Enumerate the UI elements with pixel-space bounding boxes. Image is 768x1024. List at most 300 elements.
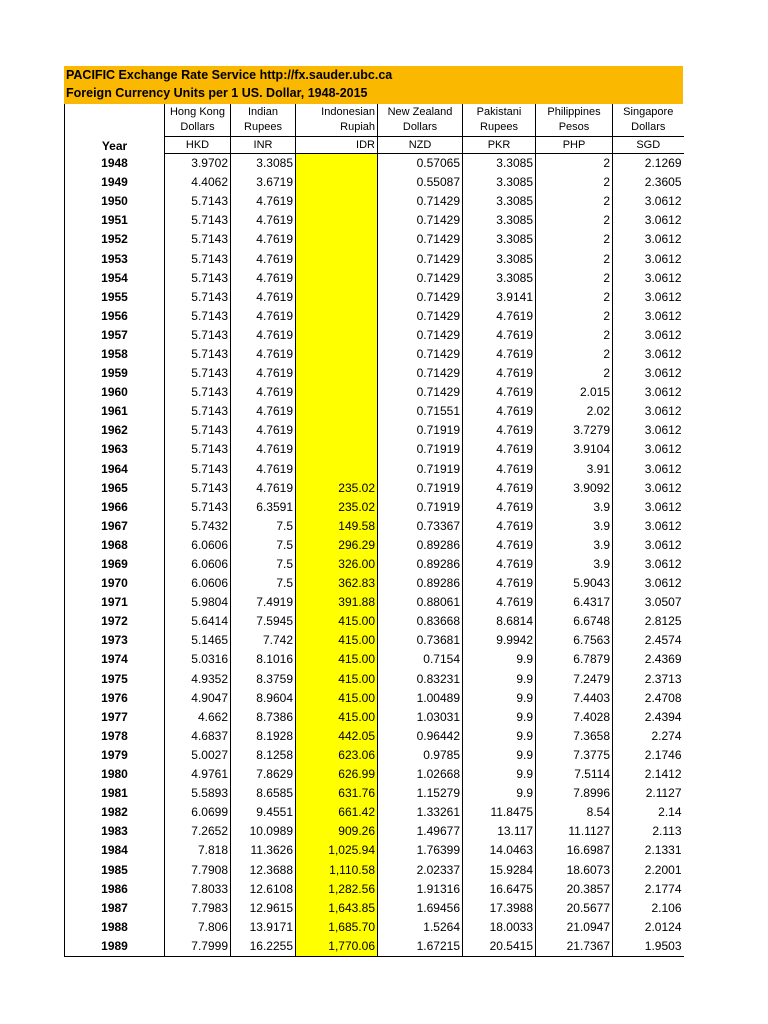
rate-cell-nzd: 0.71429 [378, 230, 463, 249]
rate-cell-sgd: 3.0612 [613, 517, 684, 536]
currency-name-row [65, 104, 684, 137]
rate-cell-nzd: 0.71429 [378, 288, 463, 307]
rate-cell-sgd: 3.0612 [613, 364, 684, 383]
table-row [65, 230, 684, 249]
table-row [65, 727, 684, 746]
rate-cell-inr: 8.9604 [231, 689, 296, 708]
rate-cell-pkr: 14.0463 [463, 841, 536, 860]
rate-cell-inr: 16.2255 [231, 937, 296, 957]
year-cell: 1964 [65, 460, 165, 479]
table-row [65, 440, 684, 459]
rate-cell-idr: 235.02 [296, 479, 378, 498]
table-row [65, 517, 684, 536]
rate-cell-idr [296, 440, 378, 459]
rate-cell-pkr: 8.6814 [463, 612, 536, 631]
rate-cell-sgd: 3.0612 [613, 460, 684, 479]
rate-cell-sgd: 2.1412 [613, 765, 684, 784]
rate-cell-inr: 7.5 [231, 517, 296, 536]
rate-cell-hkd: 5.7143 [165, 421, 231, 440]
rate-cell-pkr: 4.7619 [463, 517, 536, 536]
sheet-title: PACIFIC Exchange Rate Service http://fx.sauder.ubc.ca [66, 68, 393, 82]
rate-cell-hkd: 4.9352 [165, 670, 231, 689]
rate-cell-sgd: 2.1269 [613, 154, 684, 174]
rate-cell-php: 3.7279 [536, 421, 613, 440]
currency-code-hkd: HKD [165, 137, 231, 154]
table-row [65, 536, 684, 555]
rate-cell-php: 2 [536, 307, 613, 326]
table-row [65, 784, 684, 803]
table-row [65, 574, 684, 593]
rate-cell-idr: 415.00 [296, 612, 378, 631]
rate-cell-inr: 8.7386 [231, 708, 296, 727]
rate-cell-nzd: 0.83231 [378, 670, 463, 689]
rate-cell-php: 6.4317 [536, 593, 613, 612]
rate-cell-pkr: 18.0033 [463, 918, 536, 937]
rate-cell-sgd: 2.1127 [613, 784, 684, 803]
rate-cell-inr: 12.3688 [231, 860, 296, 879]
rate-cell-php: 2 [536, 345, 613, 364]
rate-cell-pkr: 4.7619 [463, 307, 536, 326]
table-row [65, 479, 684, 498]
rate-cell-inr: 7.5945 [231, 612, 296, 631]
rate-cell-sgd: 2.274 [613, 727, 684, 746]
rate-cell-inr: 4.7619 [231, 479, 296, 498]
rate-cell-inr: 6.3591 [231, 498, 296, 517]
table-row [65, 650, 684, 669]
rate-cell-idr: 442.05 [296, 727, 378, 746]
rate-cell-hkd: 4.6837 [165, 727, 231, 746]
rate-cell-nzd: 1.69456 [378, 899, 463, 918]
rate-cell-pkr: 3.3085 [463, 249, 536, 268]
rate-cell-pkr: 15.9284 [463, 860, 536, 879]
year-cell: 1953 [65, 249, 165, 268]
rate-cell-nzd: 0.71919 [378, 460, 463, 479]
rate-cell-idr: 415.00 [296, 670, 378, 689]
rate-cell-pkr: 4.7619 [463, 574, 536, 593]
rate-cell-php: 3.9 [536, 498, 613, 517]
rate-cell-pkr: 3.9141 [463, 288, 536, 307]
rate-cell-idr [296, 249, 378, 268]
rate-cell-hkd: 4.9761 [165, 765, 231, 784]
rate-cell-pkr: 9.9 [463, 727, 536, 746]
rate-cell-nzd: 0.89286 [378, 555, 463, 574]
year-cell: 1958 [65, 345, 165, 364]
rate-cell-inr: 8.1258 [231, 746, 296, 765]
rate-cell-sgd: 3.0612 [613, 249, 684, 268]
rate-cell-nzd: 0.83668 [378, 612, 463, 631]
rate-cell-idr [296, 288, 378, 307]
rate-cell-pkr: 4.7619 [463, 479, 536, 498]
rate-cell-hkd: 5.7143 [165, 326, 231, 345]
year-cell: 1980 [65, 765, 165, 784]
table-row [65, 841, 684, 860]
currency-header-php: Philippines Pesos [536, 104, 613, 137]
rate-cell-pkr: 17.3988 [463, 899, 536, 918]
rate-cell-hkd: 7.818 [165, 841, 231, 860]
rate-cell-hkd: 4.4062 [165, 173, 231, 192]
rate-table-body [65, 154, 684, 957]
rate-cell-nzd: 0.89286 [378, 536, 463, 555]
year-cell: 1966 [65, 498, 165, 517]
rate-cell-pkr: 9.9 [463, 765, 536, 784]
rate-cell-nzd: 0.57065 [378, 154, 463, 174]
rate-cell-hkd: 5.7143 [165, 249, 231, 268]
rate-cell-php: 2 [536, 326, 613, 345]
rate-cell-sgd: 2.3605 [613, 173, 684, 192]
year-cell: 1987 [65, 899, 165, 918]
rate-cell-sgd: 3.0612 [613, 498, 684, 517]
rate-cell-php: 16.6987 [536, 841, 613, 860]
rate-cell-inr: 4.7619 [231, 421, 296, 440]
table-row [65, 708, 684, 727]
year-cell: 1963 [65, 440, 165, 459]
currency-header-hkd: Hong Kong Dollars [165, 104, 231, 137]
exchange-rate-table [64, 104, 684, 957]
rate-cell-idr: 415.00 [296, 689, 378, 708]
rate-cell-idr: 415.00 [296, 708, 378, 727]
rate-cell-hkd: 5.7143 [165, 460, 231, 479]
rate-cell-inr: 10.0989 [231, 822, 296, 841]
year-cell: 1960 [65, 383, 165, 402]
rate-cell-php: 3.9104 [536, 440, 613, 459]
rate-cell-hkd: 5.7143 [165, 402, 231, 421]
rate-cell-sgd: 3.0612 [613, 402, 684, 421]
rate-cell-idr [296, 230, 378, 249]
rate-cell-hkd: 7.7983 [165, 899, 231, 918]
rate-cell-idr [296, 269, 378, 288]
rate-cell-idr: 326.00 [296, 555, 378, 574]
year-cell: 1970 [65, 574, 165, 593]
currency-header-pkr: Pakistani Rupees [463, 104, 536, 137]
rate-cell-php: 18.6073 [536, 860, 613, 879]
rate-cell-pkr: 4.7619 [463, 593, 536, 612]
rate-cell-hkd: 5.7143 [165, 288, 231, 307]
rate-cell-hkd: 5.7143 [165, 269, 231, 288]
rate-cell-php: 7.3775 [536, 746, 613, 765]
rate-cell-pkr: 9.9 [463, 708, 536, 727]
table-row [65, 173, 684, 192]
rate-cell-php: 2 [536, 230, 613, 249]
rate-cell-php: 7.3658 [536, 727, 613, 746]
rate-cell-nzd: 0.71429 [378, 249, 463, 268]
rate-cell-nzd: 0.73681 [378, 631, 463, 650]
rate-cell-pkr: 9.9 [463, 784, 536, 803]
rate-cell-idr: 1,110.58 [296, 860, 378, 879]
rate-cell-pkr: 3.3085 [463, 211, 536, 230]
rate-cell-idr [296, 173, 378, 192]
title-banner [64, 66, 683, 104]
year-cell: 1954 [65, 269, 165, 288]
rate-cell-nzd: 1.67215 [378, 937, 463, 957]
rate-cell-pkr: 4.7619 [463, 345, 536, 364]
rate-cell-idr [296, 192, 378, 211]
table-row [65, 746, 684, 765]
rate-cell-sgd: 3.0612 [613, 440, 684, 459]
rate-cell-idr [296, 211, 378, 230]
rate-cell-sgd: 2.4574 [613, 631, 684, 650]
rate-cell-hkd: 5.7143 [165, 211, 231, 230]
rate-cell-inr: 4.7619 [231, 402, 296, 421]
rate-cell-inr: 4.7619 [231, 269, 296, 288]
currency-header-nzd: New Zealand Dollars [378, 104, 463, 137]
year-cell: 1948 [65, 154, 165, 174]
rate-cell-idr [296, 421, 378, 440]
rate-cell-sgd: 2.1774 [613, 880, 684, 899]
rate-cell-hkd: 6.0699 [165, 803, 231, 822]
rate-cell-inr: 3.6719 [231, 173, 296, 192]
rate-cell-php: 5.9043 [536, 574, 613, 593]
table-row [65, 307, 684, 326]
rate-cell-pkr: 4.7619 [463, 555, 536, 574]
rate-cell-pkr: 4.7619 [463, 440, 536, 459]
rate-cell-sgd: 3.0612 [613, 307, 684, 326]
rate-cell-nzd: 0.71429 [378, 192, 463, 211]
rate-cell-inr: 7.5 [231, 536, 296, 555]
rate-cell-sgd: 3.0612 [613, 269, 684, 288]
rate-cell-hkd: 5.7143 [165, 440, 231, 459]
rate-cell-hkd: 7.2652 [165, 822, 231, 841]
table-row [65, 211, 684, 230]
rate-cell-php: 2 [536, 288, 613, 307]
year-cell: 1979 [65, 746, 165, 765]
year-cell: 1950 [65, 192, 165, 211]
rate-cell-sgd: 2.4369 [613, 650, 684, 669]
rate-cell-idr: 626.99 [296, 765, 378, 784]
rate-cell-sgd: 2.4708 [613, 689, 684, 708]
rate-cell-sgd: 2.8125 [613, 612, 684, 631]
rate-cell-php: 20.3857 [536, 880, 613, 899]
rate-cell-inr: 8.1928 [231, 727, 296, 746]
rate-cell-sgd: 3.0612 [613, 383, 684, 402]
rate-cell-inr: 7.5 [231, 555, 296, 574]
rate-cell-hkd: 7.7908 [165, 860, 231, 879]
year-cell: 1975 [65, 670, 165, 689]
currency-code-inr: INR [231, 137, 296, 154]
rate-cell-idr: 1,685.70 [296, 918, 378, 937]
rate-cell-pkr: 4.7619 [463, 460, 536, 479]
rate-cell-hkd: 5.7143 [165, 192, 231, 211]
rate-cell-idr [296, 364, 378, 383]
table-row [65, 288, 684, 307]
table-row [65, 345, 684, 364]
year-cell: 1956 [65, 307, 165, 326]
rate-cell-idr: 631.76 [296, 784, 378, 803]
rate-cell-hkd: 5.7143 [165, 307, 231, 326]
rate-cell-hkd: 5.7143 [165, 345, 231, 364]
table-row [65, 421, 684, 440]
rate-cell-idr [296, 383, 378, 402]
rate-cell-hkd: 5.7143 [165, 230, 231, 249]
rate-cell-idr: 415.00 [296, 631, 378, 650]
table-row [65, 192, 684, 211]
year-cell: 1978 [65, 727, 165, 746]
rate-cell-php: 7.8996 [536, 784, 613, 803]
table-row [65, 918, 684, 937]
year-cell: 1981 [65, 784, 165, 803]
rate-cell-idr: 1,282.56 [296, 880, 378, 899]
rate-cell-hkd: 5.0027 [165, 746, 231, 765]
rate-cell-inr: 7.5 [231, 574, 296, 593]
rate-cell-nzd: 1.49677 [378, 822, 463, 841]
rate-cell-inr: 8.1016 [231, 650, 296, 669]
year-cell: 1967 [65, 517, 165, 536]
rate-cell-pkr: 4.7619 [463, 402, 536, 421]
rate-cell-php: 20.5677 [536, 899, 613, 918]
rate-cell-hkd: 6.0606 [165, 536, 231, 555]
rate-cell-pkr: 4.7619 [463, 383, 536, 402]
rate-cell-inr: 8.6585 [231, 784, 296, 803]
year-cell: 1982 [65, 803, 165, 822]
rate-cell-idr [296, 402, 378, 421]
rate-cell-pkr: 3.3085 [463, 173, 536, 192]
table-row [65, 899, 684, 918]
rate-cell-nzd: 0.71919 [378, 440, 463, 459]
year-cell: 1957 [65, 326, 165, 345]
rate-cell-nzd: 1.5264 [378, 918, 463, 937]
rate-cell-sgd: 2.1746 [613, 746, 684, 765]
rate-cell-nzd: 0.89286 [378, 574, 463, 593]
table-row [65, 803, 684, 822]
rate-cell-inr: 4.7619 [231, 192, 296, 211]
rate-cell-sgd: 3.0612 [613, 555, 684, 574]
rate-cell-php: 3.9 [536, 517, 613, 536]
rate-cell-hkd: 5.7143 [165, 364, 231, 383]
year-cell: 1959 [65, 364, 165, 383]
rate-cell-inr: 8.3759 [231, 670, 296, 689]
rate-cell-pkr: 3.3085 [463, 154, 536, 174]
year-cell: 1976 [65, 689, 165, 708]
rate-cell-nzd: 0.7154 [378, 650, 463, 669]
year-cell: 1974 [65, 650, 165, 669]
table-row [65, 269, 684, 288]
table-row [65, 860, 684, 879]
rate-cell-hkd: 5.7143 [165, 383, 231, 402]
rate-cell-nzd: 0.9785 [378, 746, 463, 765]
rate-cell-php: 2.015 [536, 383, 613, 402]
rate-cell-idr: 1,025.94 [296, 841, 378, 860]
rate-cell-idr: 415.00 [296, 650, 378, 669]
rate-cell-inr: 11.3626 [231, 841, 296, 860]
year-cell: 1955 [65, 288, 165, 307]
rate-cell-idr [296, 154, 378, 174]
year-cell: 1961 [65, 402, 165, 421]
rate-cell-php: 6.7563 [536, 631, 613, 650]
table-row [65, 154, 684, 174]
rate-cell-nzd: 0.71551 [378, 402, 463, 421]
rate-cell-nzd: 0.71919 [378, 479, 463, 498]
rate-cell-nzd: 0.71429 [378, 364, 463, 383]
rate-cell-idr: 235.02 [296, 498, 378, 517]
rate-cell-hkd: 5.1465 [165, 631, 231, 650]
rate-cell-nzd: 1.03031 [378, 708, 463, 727]
rate-cell-php: 2 [536, 364, 613, 383]
currency-header-idr: Indonesian Rupiah [296, 104, 378, 137]
rate-cell-pkr: 3.3085 [463, 192, 536, 211]
rate-cell-nzd: 1.33261 [378, 803, 463, 822]
rate-cell-nzd: 0.73367 [378, 517, 463, 536]
rate-cell-nzd: 1.76399 [378, 841, 463, 860]
year-cell: 1989 [65, 937, 165, 957]
currency-code-nzd: NZD [378, 137, 463, 154]
rate-cell-nzd: 0.71919 [378, 498, 463, 517]
rate-cell-sgd: 3.0612 [613, 288, 684, 307]
rate-cell-hkd: 5.5893 [165, 784, 231, 803]
rate-cell-inr: 3.3085 [231, 154, 296, 174]
rate-cell-nzd: 1.00489 [378, 689, 463, 708]
rate-cell-nzd: 0.71429 [378, 345, 463, 364]
rate-cell-php: 7.4403 [536, 689, 613, 708]
rate-cell-sgd: 3.0612 [613, 230, 684, 249]
rate-cell-php: 21.7367 [536, 937, 613, 957]
rate-cell-nzd: 0.71429 [378, 326, 463, 345]
rate-cell-pkr: 4.7619 [463, 536, 536, 555]
rate-cell-hkd: 6.0606 [165, 574, 231, 593]
rate-cell-nzd: 1.91316 [378, 880, 463, 899]
rate-cell-idr: 1,770.06 [296, 937, 378, 957]
year-cell: 1984 [65, 841, 165, 860]
rate-cell-nzd: 0.71429 [378, 269, 463, 288]
rate-cell-pkr: 4.7619 [463, 498, 536, 517]
rate-cell-php: 3.9092 [536, 479, 613, 498]
rate-cell-nzd: 0.71429 [378, 211, 463, 230]
rate-cell-php: 11.1127 [536, 822, 613, 841]
rate-cell-inr: 4.7619 [231, 211, 296, 230]
currency-header-inr: Indian Rupees [231, 104, 296, 137]
rate-cell-php: 2 [536, 154, 613, 174]
rate-cell-hkd: 7.806 [165, 918, 231, 937]
rate-cell-idr [296, 460, 378, 479]
rate-cell-pkr: 9.9 [463, 746, 536, 765]
rate-cell-php: 2 [536, 269, 613, 288]
rate-cell-php: 7.5114 [536, 765, 613, 784]
rate-cell-hkd: 5.7143 [165, 498, 231, 517]
rate-cell-inr: 4.7619 [231, 345, 296, 364]
year-cell: 1988 [65, 918, 165, 937]
rate-cell-inr: 7.4919 [231, 593, 296, 612]
rate-cell-sgd: 2.0124 [613, 918, 684, 937]
rate-cell-idr [296, 326, 378, 345]
rate-cell-idr: 391.88 [296, 593, 378, 612]
rate-cell-pkr: 4.7619 [463, 326, 536, 345]
rate-cell-idr: 362.83 [296, 574, 378, 593]
table-row [65, 765, 684, 784]
rate-cell-sgd: 3.0507 [613, 593, 684, 612]
rate-cell-pkr: 4.7619 [463, 364, 536, 383]
rate-cell-inr: 4.7619 [231, 326, 296, 345]
rate-cell-idr [296, 345, 378, 364]
rate-cell-nzd: 0.71919 [378, 421, 463, 440]
year-cell: 1973 [65, 631, 165, 650]
table-row [65, 364, 684, 383]
rate-cell-nzd: 0.71429 [378, 383, 463, 402]
rate-cell-idr: 623.06 [296, 746, 378, 765]
table-row [65, 593, 684, 612]
rate-cell-hkd: 7.7999 [165, 937, 231, 957]
year-cell: 1977 [65, 708, 165, 727]
rate-cell-pkr: 13.117 [463, 822, 536, 841]
rate-cell-php: 7.2479 [536, 670, 613, 689]
year-cell: 1971 [65, 593, 165, 612]
table-row [65, 612, 684, 631]
rate-cell-idr: 909.26 [296, 822, 378, 841]
table-row [65, 402, 684, 421]
table-row [65, 326, 684, 345]
year-cell: 1986 [65, 880, 165, 899]
rate-cell-nzd: 1.15279 [378, 784, 463, 803]
table-row [65, 631, 684, 650]
rate-cell-inr: 4.7619 [231, 249, 296, 268]
year-cell: 1962 [65, 421, 165, 440]
